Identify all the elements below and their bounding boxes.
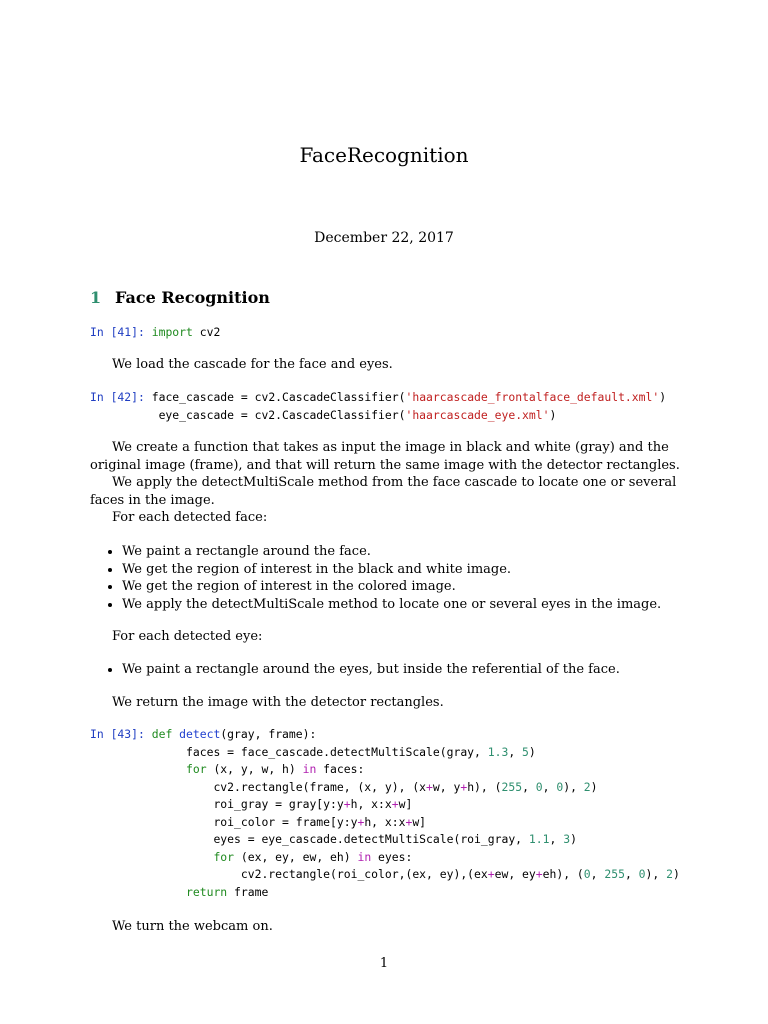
bullet-list-face xyxy=(100,543,682,613)
paragraph-each-eye xyxy=(90,628,680,646)
list-item: • We get the region of interest in the black and white image. xyxy=(122,561,682,579)
paragraph-text: For each detected face: xyxy=(112,510,268,525)
list-item: • We get the region of interest in the colored image. xyxy=(122,578,682,596)
code-text: cv2 xyxy=(192,325,221,339)
document-date: December 22, 2017 xyxy=(314,230,454,246)
code-text: face_cascade = cv2.CascadeClassifier( xyxy=(144,390,406,404)
code-text: eye_cascade = cv2.CascadeClassifier( xyxy=(90,407,406,422)
list-item: • We paint a rectangle around the eyes, but inside the referential of the face. xyxy=(122,661,682,679)
cell-prompt: In [42]: xyxy=(90,390,145,404)
page-number: 1 xyxy=(379,956,389,971)
document-title: FaceRecognition xyxy=(299,143,469,167)
paragraph-text: We apply the detectMultiScale method from the face cascade to locate one or several faces in the image. xyxy=(90,475,677,508)
code-cell-41 xyxy=(90,324,220,342)
paragraph-return-image xyxy=(90,694,680,712)
code-string: 'haarcascade_frontalface_default.xml' xyxy=(405,390,660,404)
paragraph-text: For each detected eye: xyxy=(112,629,263,644)
paragraph-webcam xyxy=(90,918,680,936)
code-text: ) xyxy=(659,390,667,404)
section-title: Face Recognition xyxy=(115,288,270,307)
code-string: 'haarcascade_eye.xml' xyxy=(405,407,550,422)
bullet-list-eye xyxy=(100,661,682,679)
list-item: • We paint a rectangle around the face. xyxy=(122,543,682,561)
code-cell-42 xyxy=(90,389,666,424)
paragraph-text: We create a function that takes as input the image in black and white (gray) and the original image (frame), and that will return the same image with the detector rectangles. xyxy=(90,440,680,473)
code-cell-43: In [43]: def detect(gray, frame): faces = face_cascade.detectMultiScale(gray, 1.3, 5) for (x, y, w, h) in faces: cv2.rectangle(frame, (x, y), (x+w, y+h), (255, 0, 0), 2) roi_gray = gray[y:y+h, x:x+w] roi_color = frame[y:y+h, x:x+w] eyes = eye_cascade.detectMultiScale(roi_gray, 1.1, 3) for (ex, ey, ew, eh) in eyes: cv2.rectangle(roi_color,(ex, ey),(ex+ew, ey+eh), (0, 255, 0), 2) return frame xyxy=(90,727,680,899)
paragraph-create-function xyxy=(90,439,680,527)
section-number: 1 xyxy=(90,288,102,307)
code-text: ) xyxy=(549,407,557,422)
paragraph-text: We turn the webcam on. xyxy=(112,919,273,934)
section-heading xyxy=(90,288,270,307)
paragraph-text: We load the cascade for the face and eyes. xyxy=(112,357,393,372)
list-item: • We apply the detectMultiScale method to locate one or several eyes in the image. xyxy=(122,596,682,614)
paragraph-text: We return the image with the detector rectangles. xyxy=(112,695,444,710)
paragraph-load-cascade xyxy=(90,356,680,374)
cell-prompt: In [41]: xyxy=(90,325,145,339)
code-keyword: import xyxy=(151,325,193,339)
